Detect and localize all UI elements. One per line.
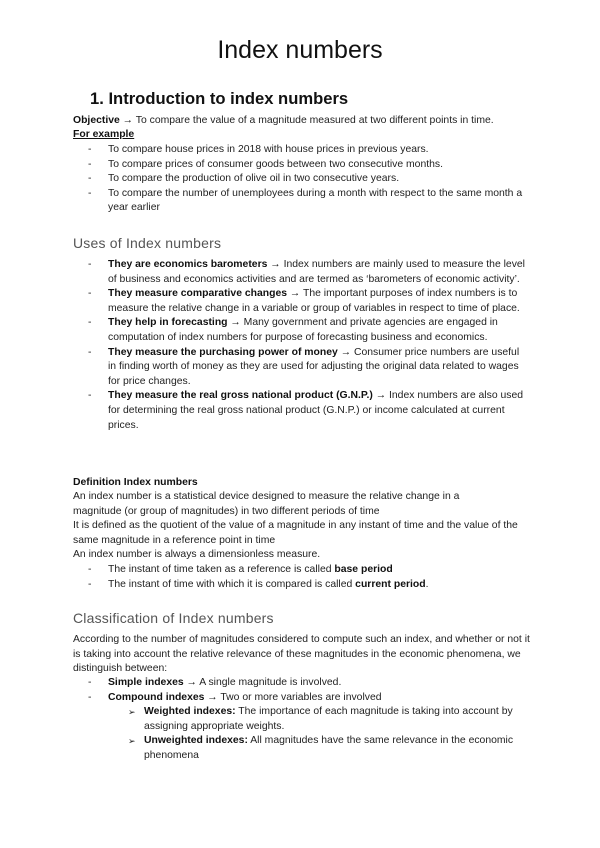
compound-sublist	[128, 705, 528, 763]
list-item: - They measure the real gross national product (G.N.P.) → Index numbers are also used for determining the real gross national product (G.N.P.) or income calculated at current prices.	[88, 390, 524, 431]
list-item: - To compare the number of unemployees during a month with respect to the same month a year earlier	[88, 187, 523, 214]
dash-marker: -	[88, 677, 92, 688]
dash-marker: -	[88, 187, 92, 199]
uses-list	[88, 258, 528, 433]
list-item: - Compound indexes → Two or more variables are involved	[88, 691, 528, 706]
definition-paragraph-2: It is defined as the quotient of the value of a magnitude in any instant of time and the value of the same magnitude in a reference point in time	[73, 520, 518, 546]
objective-text: → To compare the value of a magnitude measured at two different points in time.	[119, 115, 494, 126]
examples-list	[88, 143, 528, 216]
example-label: For example	[73, 129, 135, 140]
example-label-line	[73, 128, 533, 143]
list-item: - They measure the purchasing power of money → Consumer price numbers are useful in finding worth of money as they are used for adjusting the original data related to wages for price changes.	[88, 346, 520, 387]
list-item: - To compare prices of consumer goods between two consecutive months.	[88, 158, 528, 173]
list-item: ➢ Unweighted indexes: All magnitudes have the same relevance in the economic phenomena	[128, 735, 514, 761]
arrow-bullet-icon: ➢	[128, 736, 136, 747]
definition-paragraph-3: An index number is always a dimensionless measure.	[73, 549, 321, 560]
dash-marker: -	[88, 158, 92, 170]
classification-list	[88, 676, 528, 705]
dash-marker: -	[88, 390, 92, 402]
dash-marker: -	[88, 317, 92, 329]
page-title: Index numbers	[217, 36, 383, 64]
list-item: - The instant of time with which it is compared is called current period.	[88, 578, 528, 593]
list-item: - The instant of time taken as a reference is called base period	[88, 563, 528, 578]
dash-marker: -	[88, 346, 92, 358]
section-heading-classification: Classification of Index numbers	[73, 610, 274, 626]
list-item: - They are economics barometers → Index numbers are mainly used to measure the level of business and economics activities and are termed as ‘barometers of economic activity’.	[88, 259, 525, 285]
classification-intro: According to the number of magnitudes considered to compute such an index, and whether or not it is taking into account the relative relevance of these magnitudes in the economic phenomena, we distinguish between:	[73, 634, 530, 675]
list-item: - They help in forecasting → Many government and private agencies are engaged in computation of index numbers for purpose of forecasting business and economics.	[88, 317, 498, 343]
dash-marker: -	[88, 578, 92, 590]
section-heading-uses: Uses of Index numbers	[73, 235, 222, 251]
dash-marker: -	[88, 564, 92, 575]
definition-paragraph-1: An index number is a statistical device designed to measure the relative change in a magnitude (or group of magnitudes) in two different periods of time	[73, 491, 460, 517]
list-item: - They measure comparative changes → The important purposes of index numbers is to measure the relative change in a variable or group of variables in respect to time of place.	[88, 288, 520, 314]
arrow-bullet-icon: ➢	[128, 707, 136, 717]
list-item: - Simple indexes → A single magnitude is involved.	[88, 676, 528, 691]
objective-label: Objective	[73, 115, 120, 126]
dash-marker: -	[88, 259, 92, 270]
list-item: ➢ Weighted indexes: The importance of each magnitude is taking into account by assigning appropriate weights.	[128, 706, 513, 732]
section-heading-introduction: 1. Introduction to index numbers	[90, 89, 349, 108]
dash-marker: -	[88, 288, 92, 300]
definition-list	[88, 563, 528, 592]
dash-marker: -	[88, 691, 92, 703]
dash-marker: -	[88, 173, 92, 185]
definition-heading: Definition Index numbers	[73, 477, 198, 488]
list-item: - To compare the production of olive oil in two consecutive years.	[88, 172, 528, 187]
dash-marker: -	[88, 144, 92, 155]
objective-paragraph	[73, 114, 533, 129]
list-item: - To compare house prices in 2018 with house prices in previous years.	[88, 143, 528, 158]
